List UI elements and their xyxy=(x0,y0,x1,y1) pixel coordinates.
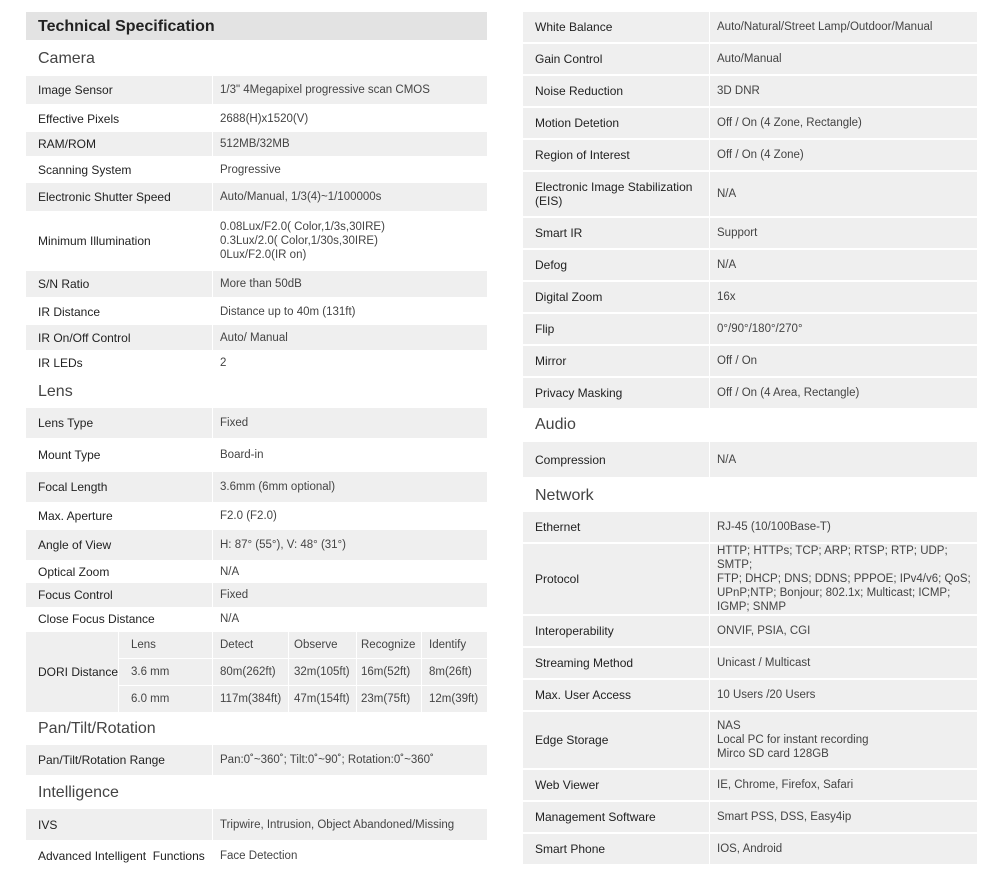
spec-label: Image Sensor xyxy=(38,83,113,97)
dori-cell: 3.6 mm xyxy=(131,666,170,678)
column-divider xyxy=(212,271,213,297)
right-column xyxy=(523,0,977,873)
spec-value: Support xyxy=(717,227,758,239)
spec-label: Protocol xyxy=(535,572,580,586)
spec-value-line: 0.3Lux/2.0( Color,1/30s,30IRE) xyxy=(220,235,378,247)
section-heading-pan-tilt-rotation: Pan/Tilt/Rotation xyxy=(38,720,156,737)
spec-value: N/A xyxy=(717,453,737,466)
spec-row xyxy=(26,351,487,375)
spec-label: Mount Type xyxy=(38,448,101,462)
spec-label: IR LEDs xyxy=(38,356,83,370)
left-column xyxy=(26,0,487,873)
spec-label: Focal Length xyxy=(38,480,108,494)
spec-label: Streaming Method xyxy=(535,656,634,670)
dori-header: Identify xyxy=(429,639,467,651)
dori-header: Observe xyxy=(294,639,338,651)
column-divider xyxy=(356,632,357,712)
spec-label-line: Electronic Image Stabilization xyxy=(535,180,693,194)
section-heading-lens: Lens xyxy=(38,383,73,400)
spec-label: Angle of View xyxy=(38,538,112,552)
dori-cell: 23m(75ft) xyxy=(361,693,411,705)
spec-label: Privacy Masking xyxy=(535,386,623,400)
column-divider xyxy=(709,44,710,74)
dori-header: Detect xyxy=(220,639,254,651)
spec-row xyxy=(26,212,487,270)
spec-value-line: IGMP; SNMP xyxy=(717,601,787,613)
spec-value: IE, Chrome, Firefox, Safari xyxy=(717,779,854,791)
spec-value: Unicast / Multicast xyxy=(717,657,811,669)
spec-value-line: 0.08Lux/F2.0( Color,1/3s,30IRE) xyxy=(220,221,385,233)
column-divider xyxy=(421,632,422,712)
spec-label: Interoperability xyxy=(535,624,614,638)
spec-value: Board-in xyxy=(220,449,264,461)
spec-value: 512MB/32MB xyxy=(220,138,290,150)
spec-label: Minimum Illumination xyxy=(38,234,151,248)
dori-label: DORI Distance xyxy=(38,665,119,679)
spec-value: Face Detection xyxy=(220,850,298,862)
spec-label: Lens Type xyxy=(38,416,94,430)
spec-value-line: Mirco SD card 128GB xyxy=(717,748,829,760)
dori-cell: 47m(154ft) xyxy=(294,693,350,705)
spec-label: S/N Ratio xyxy=(38,277,90,291)
spec-row xyxy=(26,809,487,840)
column-divider xyxy=(212,325,213,350)
dori-cell: 6.0 mm xyxy=(131,693,170,705)
spec-value: 3D DNR xyxy=(717,85,760,97)
spec-label: Close Focus Distance xyxy=(38,612,155,626)
column-divider xyxy=(709,834,710,864)
spec-value: Off / On (4 Zone) xyxy=(717,149,804,161)
spec-value: 1/3" 4Megapixel progressive scan CMOS xyxy=(220,84,430,96)
spec-row xyxy=(26,745,487,775)
spec-row xyxy=(523,648,977,678)
spec-value: N/A xyxy=(717,259,737,271)
spec-row xyxy=(523,512,977,542)
spec-value: Off / On xyxy=(717,355,758,367)
column-divider xyxy=(709,680,710,710)
column-divider xyxy=(212,132,213,156)
spec-row xyxy=(523,378,977,408)
spec-row xyxy=(523,442,977,477)
spec-row xyxy=(523,314,977,344)
section-heading-intelligence: Intelligence xyxy=(38,784,119,801)
spec-row xyxy=(26,472,487,502)
spec-value xyxy=(717,712,869,768)
column-divider xyxy=(709,378,710,408)
spec-value: ONVIF, PSIA, CGI xyxy=(717,625,811,637)
spec-row xyxy=(26,298,487,325)
column-divider xyxy=(212,76,213,104)
column-divider xyxy=(212,809,213,840)
spec-row xyxy=(523,140,977,170)
spec-value: Fixed xyxy=(220,417,249,429)
spec-value: Auto/Manual xyxy=(717,53,782,65)
spec-label: Edge Storage xyxy=(535,733,609,747)
dori-cell: 117m(384ft) xyxy=(220,693,282,705)
spec-row xyxy=(523,346,977,376)
spec-value: 10 Users /20 Users xyxy=(717,689,816,701)
spec-row xyxy=(26,440,487,470)
spec-value: H: 87° (55°), V: 48° (31°) xyxy=(220,539,346,551)
column-divider xyxy=(709,108,710,138)
spec-row xyxy=(523,680,977,710)
spec-row xyxy=(26,325,487,350)
spec-value: Auto/Manual, 1/3(4)~1/100000s xyxy=(220,191,382,203)
spec-label: Scanning System xyxy=(38,163,132,177)
spec-label: Pan/Tilt/Rotation Range xyxy=(38,753,165,767)
dori-cell: 16m(52ft) xyxy=(361,666,411,678)
spec-value: Distance up to 40m (131ft) xyxy=(220,305,356,318)
spec-value: 3.6mm (6mm optional) xyxy=(220,481,336,493)
spec-label: Compression xyxy=(535,452,606,467)
spec-row xyxy=(523,282,977,312)
dori-table xyxy=(26,632,487,712)
spec-value: Smart PSS, DSS, Easy4ip xyxy=(717,811,852,823)
column-divider xyxy=(212,745,213,775)
spec-row xyxy=(26,183,487,211)
spec-value: Auto/ Manual xyxy=(220,331,288,344)
spec-value: Tripwire, Intrusion, Object Abandoned/Missing xyxy=(220,818,455,831)
spec-row xyxy=(523,250,977,280)
spec-row xyxy=(523,770,977,800)
spec-row xyxy=(26,841,487,871)
spec-label: Optical Zoom xyxy=(38,564,110,579)
spec-value-line: HTTP; HTTPs; TCP; ARP; RTSP; RTP; UDP; SMTP; xyxy=(717,545,948,571)
column-divider xyxy=(709,250,710,280)
spec-label-line: (EIS) xyxy=(535,194,563,208)
spec-value xyxy=(220,212,385,270)
column-divider xyxy=(709,140,710,170)
spec-row xyxy=(26,106,487,132)
spec-value: More than 50dB xyxy=(220,278,302,290)
column-divider xyxy=(709,712,710,768)
column-divider xyxy=(709,544,710,614)
spec-label: Effective Pixels xyxy=(38,112,120,126)
spec-value: RJ-45 (10/100Base-T) xyxy=(717,521,831,533)
spec-value-line: NAS xyxy=(717,720,741,732)
column-divider xyxy=(212,530,213,560)
spec-row xyxy=(26,408,487,438)
spec-row xyxy=(523,218,977,248)
spec-row xyxy=(523,76,977,106)
spec-row xyxy=(523,544,977,614)
spec-row xyxy=(26,271,487,297)
spec-label: Electronic Shutter Speed xyxy=(38,190,171,204)
column-divider xyxy=(118,632,119,712)
column-divider xyxy=(709,512,710,542)
spec-label: Smart Phone xyxy=(535,842,606,856)
column-divider xyxy=(212,472,213,502)
column-divider xyxy=(709,218,710,248)
spec-label: IVS xyxy=(38,817,58,832)
spec-value: F2.0 (F2.0) xyxy=(220,510,277,522)
spec-label: Mirror xyxy=(535,354,567,368)
spec-value: N/A xyxy=(220,565,240,578)
section-heading-camera: Camera xyxy=(38,50,95,67)
spec-value: N/A xyxy=(717,188,737,200)
spec-row xyxy=(523,44,977,74)
spec-value: Auto/Natural/Street Lamp/Outdoor/Manual xyxy=(717,21,933,33)
spec-row xyxy=(26,560,487,583)
dori-header: Recognize xyxy=(361,639,416,651)
spec-row xyxy=(523,108,977,138)
column-divider xyxy=(709,282,710,312)
column-divider xyxy=(709,346,710,376)
column-divider xyxy=(709,802,710,832)
spec-label: Smart IR xyxy=(535,226,583,240)
spec-label: IR Distance xyxy=(38,304,101,319)
spec-value: Progressive xyxy=(220,164,281,176)
spec-row xyxy=(26,157,487,183)
spec-label: Management Software xyxy=(535,810,656,824)
spec-value: 2688(H)x1520(V) xyxy=(220,113,309,125)
spec-label: Motion Detetion xyxy=(535,116,620,130)
spec-row xyxy=(523,834,977,864)
spec-label: Advanced Intelligent Functions xyxy=(38,849,205,863)
spec-row xyxy=(523,172,977,216)
spec-label: Focus Control xyxy=(38,588,113,602)
column-divider xyxy=(709,12,710,42)
spec-row xyxy=(523,616,977,646)
column-divider xyxy=(709,76,710,106)
column-divider xyxy=(288,632,289,712)
page-title: Technical Specification xyxy=(38,18,215,35)
spec-value: Pan:0˚~360˚; Tilt:0˚~90˚; Rotation:0˚~360˚ xyxy=(220,754,434,766)
spec-label xyxy=(535,172,692,216)
spec-value: Off / On (4 Zone, Rectangle) xyxy=(717,117,862,129)
spec-label: Ethernet xyxy=(535,520,581,534)
section-heading-network: Network xyxy=(535,487,594,504)
spec-row xyxy=(523,802,977,832)
column-divider xyxy=(709,172,710,216)
spec-label: Defog xyxy=(535,258,568,272)
dori-cell: 80m(262ft) xyxy=(220,666,276,678)
spec-row xyxy=(523,12,977,42)
dori-cell: 12m(39ft) xyxy=(429,693,479,705)
spec-label: RAM/ROM xyxy=(38,137,96,151)
spec-value-line: 0Lux/F2.0(IR on) xyxy=(220,249,307,261)
column-divider xyxy=(212,408,213,438)
column-divider xyxy=(709,770,710,800)
section-heading-audio: Audio xyxy=(535,416,576,433)
column-divider xyxy=(212,183,213,211)
column-divider xyxy=(212,632,213,712)
spec-value: IOS, Android xyxy=(717,843,783,855)
spec-label: White Balance xyxy=(535,20,613,34)
spec-label: Region of Interest xyxy=(535,148,630,162)
spec-row xyxy=(26,503,487,529)
spec-value-line: Local PC for instant recording xyxy=(717,734,869,746)
spec-row xyxy=(26,583,487,607)
spec-row xyxy=(26,530,487,560)
dori-header: Lens xyxy=(131,639,156,651)
dori-cell: 8m(26ft) xyxy=(429,666,472,678)
spec-value: 2 xyxy=(220,357,227,369)
spec-label: Max. Aperture xyxy=(38,509,113,523)
column-divider xyxy=(212,583,213,607)
spec-value xyxy=(717,544,977,614)
spec-label: Web Viewer xyxy=(535,778,600,792)
spec-label: Max. User Access xyxy=(535,688,632,702)
spec-row xyxy=(26,607,487,631)
spec-value-line: UPnP;NTP; Bonjour; 802.1x; Multicast; ICMP; xyxy=(717,587,951,599)
spec-value: Fixed xyxy=(220,589,249,601)
spec-label: Noise Reduction xyxy=(535,84,624,98)
spec-value: N/A xyxy=(220,613,240,625)
column-divider xyxy=(709,314,710,344)
column-divider xyxy=(709,442,710,477)
spec-value: 16x xyxy=(717,291,736,303)
spec-value-line: FTP; DHCP; DNS; DDNS; PPPOE; IPv4/v6; QoS; xyxy=(717,573,971,585)
spec-label: Gain Control xyxy=(535,52,603,66)
spec-row xyxy=(523,712,977,768)
spec-row xyxy=(26,76,487,104)
spec-label: IR On/Off Control xyxy=(38,330,131,345)
spec-label: Flip xyxy=(535,322,555,336)
column-divider xyxy=(709,616,710,646)
column-divider xyxy=(709,648,710,678)
spec-row xyxy=(26,132,487,156)
spec-label: Digital Zoom xyxy=(535,290,603,304)
dori-cell: 32m(105ft) xyxy=(294,666,350,678)
spec-value: Off / On (4 Area, Rectangle) xyxy=(717,387,860,399)
spec-value: 0°/90°/180°/270° xyxy=(717,323,803,335)
